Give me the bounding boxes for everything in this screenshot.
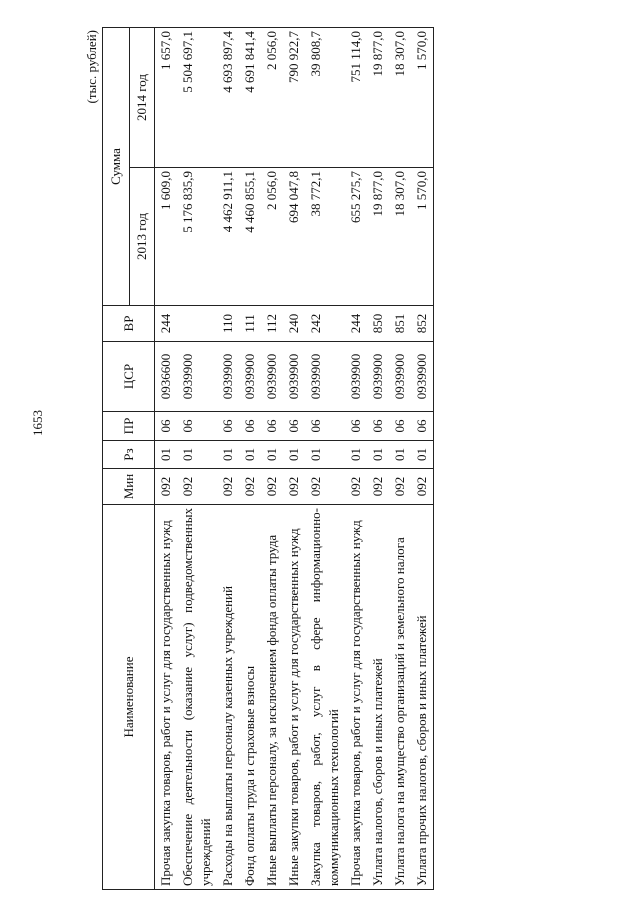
row-amount-2014: 790 922,7 xyxy=(283,28,305,168)
row-rz: 01 xyxy=(389,441,411,469)
row-amount-2014: 5 504 697,1 xyxy=(177,28,217,168)
row-vr: 242 xyxy=(305,306,345,342)
row-rz: 01 xyxy=(305,441,345,469)
header-pr: ПР xyxy=(103,412,155,441)
row-min: 092 xyxy=(411,469,434,505)
row-amount-2013: 694 047,8 xyxy=(283,168,305,306)
row-pr: 06 xyxy=(305,412,345,441)
row-amount-2013: 4 462 911,1 xyxy=(217,168,239,306)
table-row xyxy=(177,28,217,890)
row-rz: 01 xyxy=(345,441,367,469)
row-csr: 0939900 xyxy=(411,342,434,412)
row-amount-2014: 4 691 841,4 xyxy=(239,28,261,168)
row-name: Иные закупки товаров, работ и услуг для государственных нужд xyxy=(283,505,305,890)
row-vr: 112 xyxy=(261,306,283,342)
table-row xyxy=(367,28,389,890)
row-name: Фонд оплаты труда и страховые взносы xyxy=(239,505,261,890)
row-min: 092 xyxy=(239,469,261,505)
row-vr: 240 xyxy=(283,306,305,342)
row-rz: 01 xyxy=(283,441,305,469)
row-rz: 01 xyxy=(367,441,389,469)
row-csr: 0939900 xyxy=(239,342,261,412)
row-min: 092 xyxy=(389,469,411,505)
row-amount-2014: 751 114,0 xyxy=(345,28,367,168)
table-row xyxy=(217,28,239,890)
row-vr xyxy=(177,306,217,342)
row-rz: 01 xyxy=(261,441,283,469)
row-csr: 0936600 xyxy=(155,342,178,412)
header-rz: Рз xyxy=(103,441,155,469)
row-pr: 06 xyxy=(261,412,283,441)
table-row xyxy=(261,28,283,890)
header-year-2013: 2013 год xyxy=(130,168,155,306)
row-csr: 0939900 xyxy=(345,342,367,412)
row-vr: 244 xyxy=(345,306,367,342)
row-rz: 01 xyxy=(239,441,261,469)
row-vr: 111 xyxy=(239,306,261,342)
row-vr: 850 xyxy=(367,306,389,342)
row-pr: 06 xyxy=(283,412,305,441)
row-csr: 0939900 xyxy=(177,342,217,412)
row-csr: 0939900 xyxy=(367,342,389,412)
row-amount-2013: 18 307,0 xyxy=(389,168,411,306)
row-min: 092 xyxy=(305,469,345,505)
row-csr: 0939900 xyxy=(389,342,411,412)
row-pr: 06 xyxy=(389,412,411,441)
row-csr: 0939900 xyxy=(283,342,305,412)
row-amount-2013: 2 056,0 xyxy=(261,168,283,306)
row-min: 092 xyxy=(345,469,367,505)
row-amount-2013: 1 570,0 xyxy=(411,168,434,306)
row-vr: 851 xyxy=(389,306,411,342)
row-rz: 01 xyxy=(411,441,434,469)
row-pr: 06 xyxy=(367,412,389,441)
row-name: Обеспечение деятельности (оказание услуг) подведомственных учреждений xyxy=(177,505,217,890)
table-row xyxy=(155,28,178,890)
row-pr: 06 xyxy=(239,412,261,441)
row-name: Закупка товаров, работ, услуг в сфере информационно-коммуникационных технологий xyxy=(305,505,345,890)
rotated-page xyxy=(82,28,518,890)
row-pr: 06 xyxy=(155,412,178,441)
units-label: (тыс. рублей) xyxy=(84,30,99,104)
row-name: Расходы на выплаты персоналу казенных учреждений xyxy=(217,505,239,890)
row-vr: 852 xyxy=(411,306,434,342)
row-rz: 01 xyxy=(155,441,178,469)
row-pr: 06 xyxy=(411,412,434,441)
row-amount-2014: 39 808,7 xyxy=(305,28,345,168)
row-amount-2013: 5 176 835,9 xyxy=(177,168,217,306)
table-row xyxy=(345,28,367,890)
table-row xyxy=(239,28,261,890)
row-min: 092 xyxy=(283,469,305,505)
row-amount-2013: 655 275,7 xyxy=(345,168,367,306)
row-name: Прочая закупка товаров, работ и услуг для государственных нужд xyxy=(345,505,367,890)
row-min: 092 xyxy=(177,469,217,505)
budget-table xyxy=(102,27,434,890)
row-min: 092 xyxy=(261,469,283,505)
row-min: 092 xyxy=(367,469,389,505)
table-row xyxy=(305,28,345,890)
row-amount-2013: 19 877,0 xyxy=(367,168,389,306)
row-amount-2014: 19 877,0 xyxy=(367,28,389,168)
row-amount-2014: 1 657,0 xyxy=(155,28,178,168)
row-name: Уплата налога на имущество организаций и земельного налога xyxy=(389,505,411,890)
header-min: Мин xyxy=(103,469,155,505)
row-amount-2014: 18 307,0 xyxy=(389,28,411,168)
table-row xyxy=(283,28,305,890)
row-pr: 06 xyxy=(345,412,367,441)
row-pr: 06 xyxy=(217,412,239,441)
row-csr: 0939900 xyxy=(217,342,239,412)
header-sum: Сумма xyxy=(103,28,130,306)
table-row xyxy=(389,28,411,890)
row-csr: 0939900 xyxy=(261,342,283,412)
page-number: 1653 xyxy=(30,410,45,436)
header-name: Наименование xyxy=(103,505,155,890)
row-vr: 110 xyxy=(217,306,239,342)
row-name: Уплата прочих налогов, сборов и иных платежей xyxy=(411,505,434,890)
row-rz: 01 xyxy=(177,441,217,469)
row-amount-2013: 38 772,1 xyxy=(305,168,345,306)
row-amount-2014: 2 056,0 xyxy=(261,28,283,168)
row-vr: 244 xyxy=(155,306,178,342)
row-rz: 01 xyxy=(217,441,239,469)
row-pr: 06 xyxy=(177,412,217,441)
header-year-2014: 2014 год xyxy=(130,28,155,168)
row-amount-2013: 4 460 855,1 xyxy=(239,168,261,306)
row-min: 092 xyxy=(217,469,239,505)
header-vr: ВР xyxy=(103,306,155,342)
row-amount-2014: 4 693 897,4 xyxy=(217,28,239,168)
row-amount-2014: 1 570,0 xyxy=(411,28,434,168)
table-row xyxy=(411,28,434,890)
row-csr: 0939900 xyxy=(305,342,345,412)
row-amount-2013: 1 609,0 xyxy=(155,168,178,306)
row-min: 092 xyxy=(155,469,178,505)
row-name: Уплата налогов, сборов и иных платежей xyxy=(367,505,389,890)
row-name: Иные выплаты персоналу, за исключением фонда оплаты труда xyxy=(261,505,283,890)
header-csr: ЦСР xyxy=(103,342,155,412)
row-name: Прочая закупка товаров, работ и услуг для государственных нужд xyxy=(155,505,178,890)
